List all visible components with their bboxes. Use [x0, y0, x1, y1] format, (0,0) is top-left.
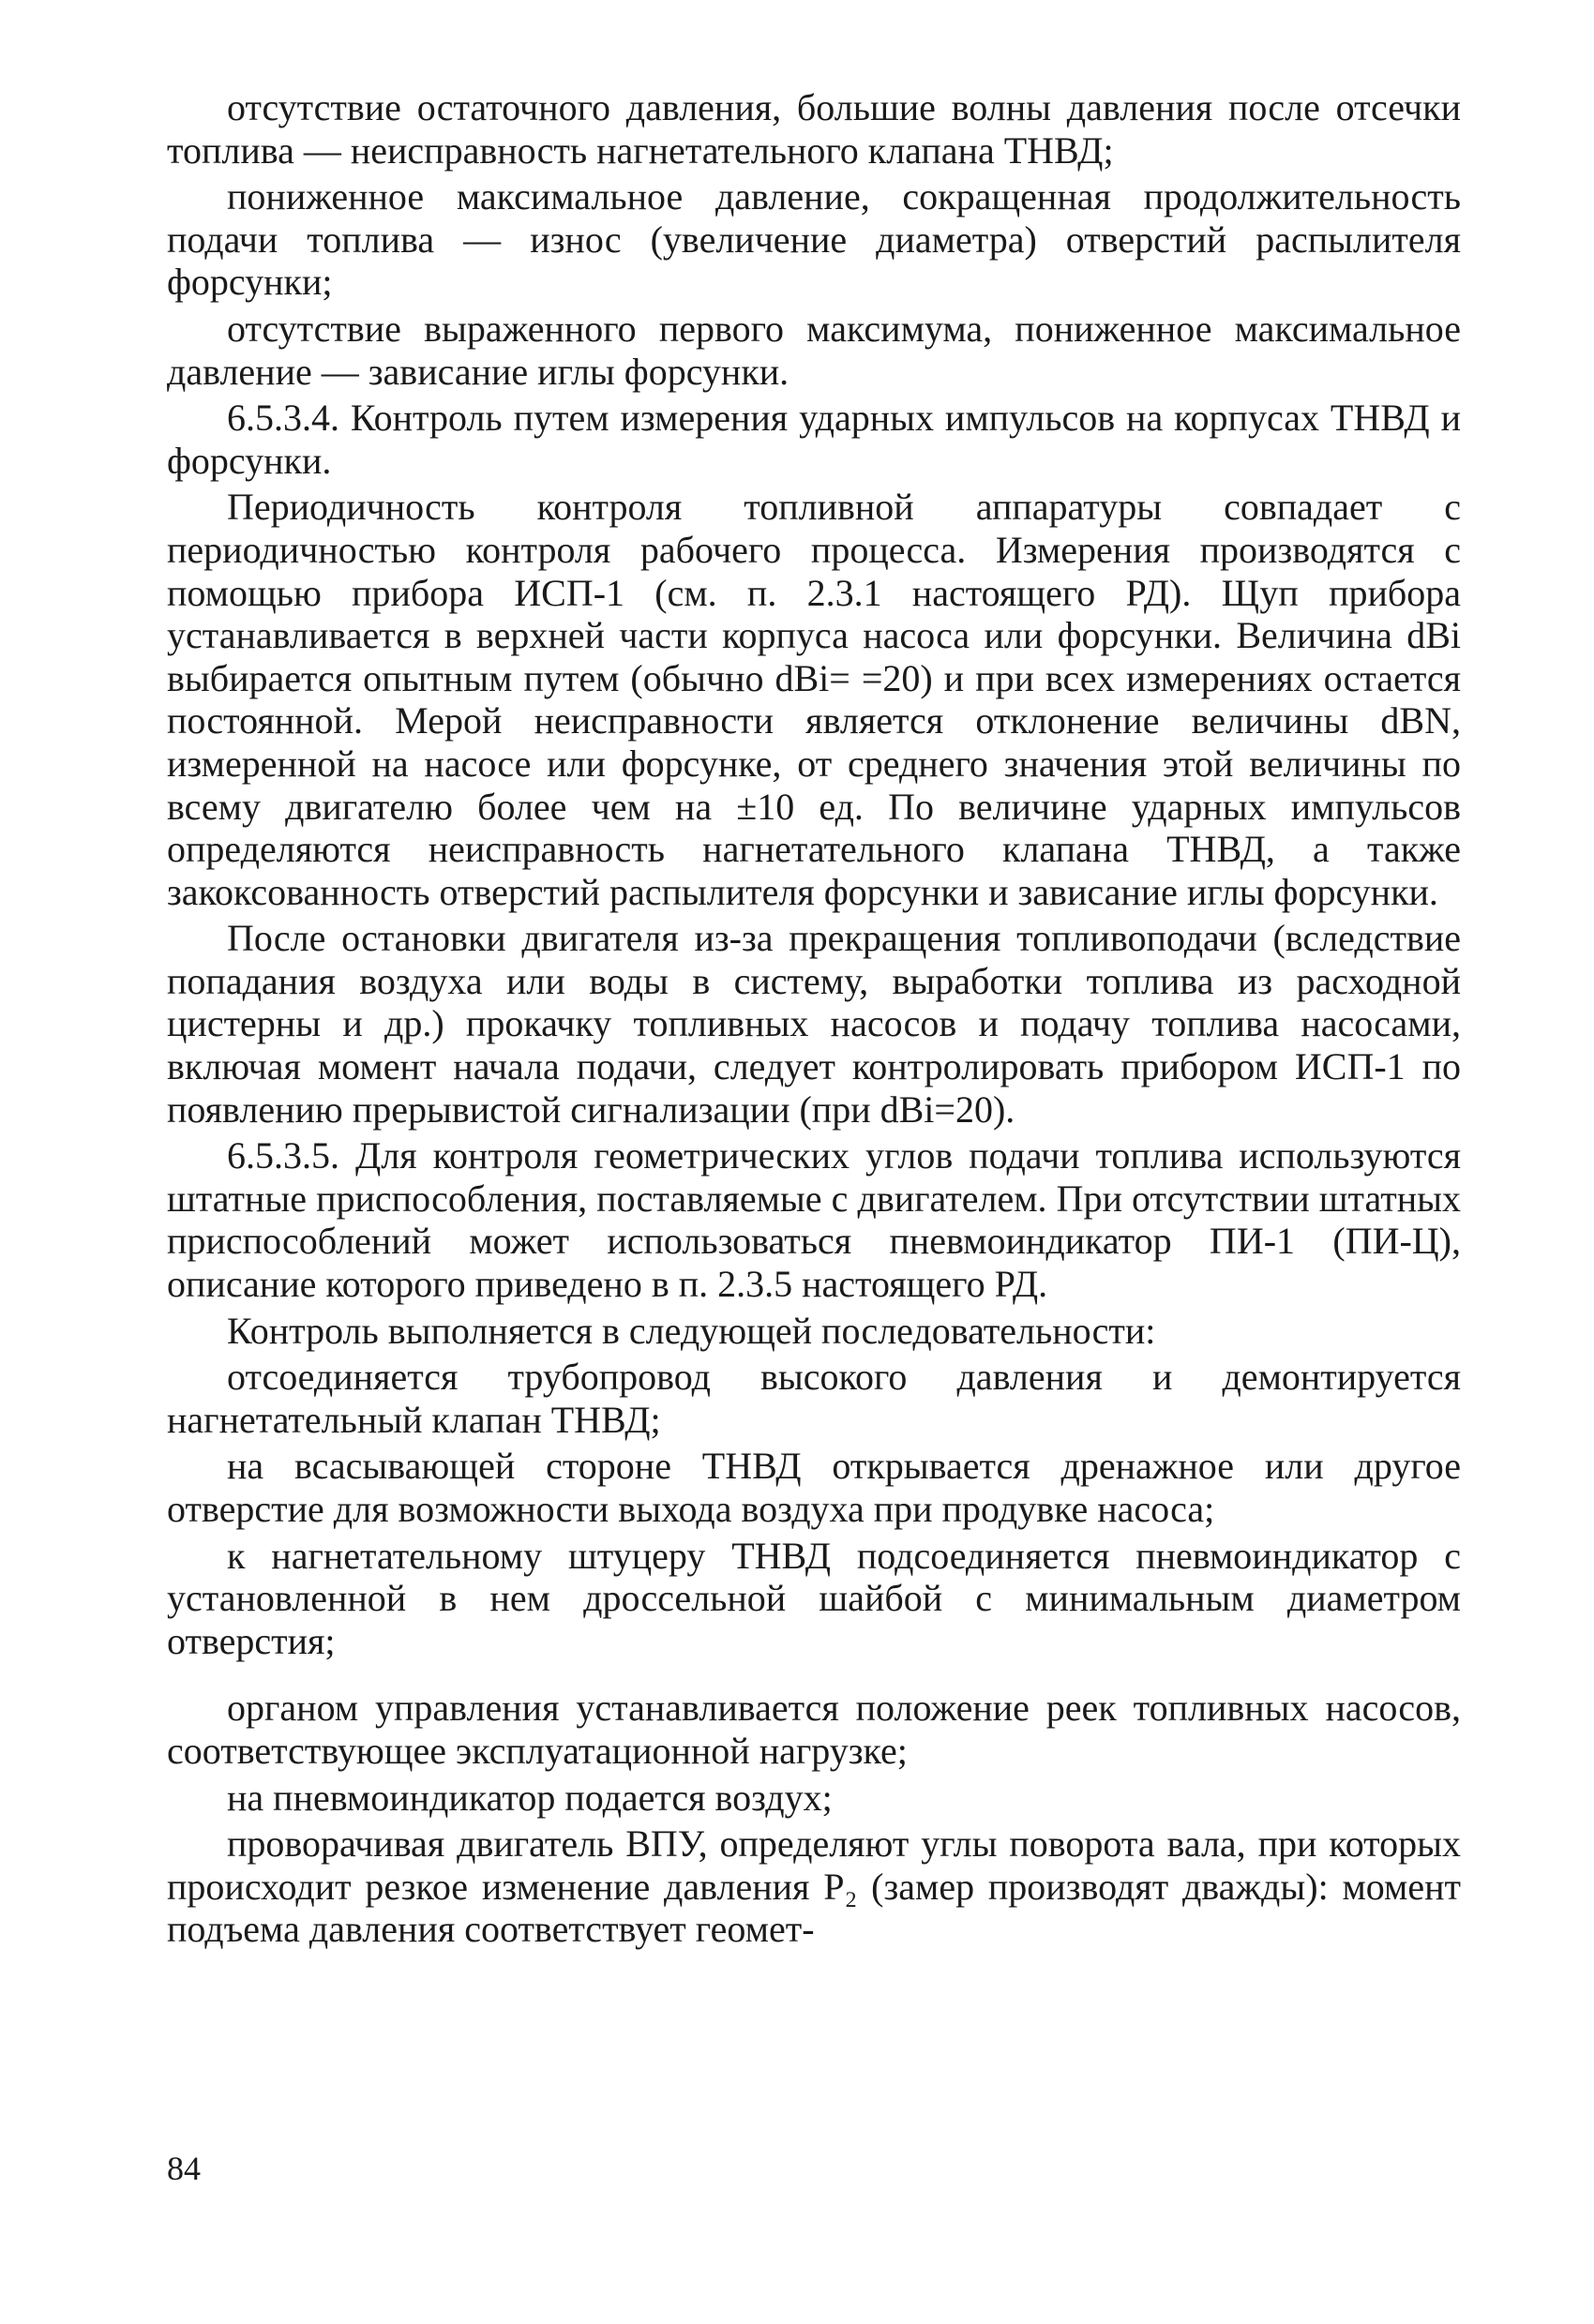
list-item-1: отсоединяется трубопровод высокого давления и демонтируется нагнетательный клапан ТНВД;	[167, 1356, 1461, 1441]
list-item-6: проворачивая двигатель ВПУ, определяют углы поворота вала, при которых происходит резкое изменение давления P₂ (замер производят дважды): момент подъема давления соответствует геомет-	[167, 1822, 1461, 1951]
list-item-4: органом управления устанавливается положение реек топливных насосов, соответствующее эксплуатационной нагрузке;	[167, 1687, 1461, 1772]
section-6-5-3-4-heading: 6.5.3.4. Контроль путем измерения ударных импульсов на корпусах ТНВД и форсунки.	[167, 397, 1461, 482]
paragraph-1: отсутствие остаточного давления, большие волны давления после отсечки топлива — неисправность нагнетательного клапана ТНВД;	[167, 86, 1461, 172]
list-item-3: к нагнетательному штуцеру ТНВД подсоединяется пневмоиндикатор с установленной в нем дроссельной шайбой с минимальным диаметром отверстия;	[167, 1534, 1461, 1662]
paragraph-2: пониженное максимальное давление, сокращенная продолжительность подачи топлива — износ (увеличение диаметра) отверстий распылителя форсунки;	[167, 175, 1461, 304]
paragraph-after-stop: После остановки двигателя из-за прекращения топливоподачи (вследствие попадания воздуха или воды в систему, выработки топлива из расходной цистерны и др.) прокачку топливных насосов и подачу топлива насосами, включая момент начала подачи, следует контролировать прибором ИСП-1 по появлению прерывистой сигнализации (при dBі=20).	[167, 917, 1461, 1131]
list-item-2: на всасывающей стороне ТНВД открывается дренажное или другое отверстие для возможности выхода воздуха при продувке насоса;	[167, 1445, 1461, 1530]
paragraph-sequence-intro: Контроль выполняется в следующей последовательности:	[227, 1309, 1156, 1352]
page-number: 84	[167, 2150, 201, 2187]
paragraph-3: отсутствие выраженного первого максимума, пониженное максимальное давление — зависание иглы форсунки.	[167, 307, 1461, 393]
section-6-5-3-5: 6.5.3.5. Для контроля геометрических углов подачи топлива используются штатные приспособления, поставляемые с двигателем. При отсутствии штатных приспособлений может использоваться пневмоиндикатор ПИ-1 (ПИ-Ц), описание которого приведено в п. 2.3.5 настоящего РД.	[167, 1134, 1461, 1306]
list-item-5: на пневмоиндикатор подается воздух;	[227, 1776, 833, 1819]
paragraph-periodicity: Периодичность контроля топливной аппаратуры совпадает с периодичностью контроля рабочего процесса. Измерения производятся с помощью прибора ИСП-1 (см. п. 2.3.1 настоящего РД). Щуп прибора устанавливается в верхней части корпуса насоса или форсунки. Величина dBі выбирается опытным путем (обычно dBі= =20) и при всех измерениях остается постоянной. Мерой неисправности является отклонение величины dBN, измеренной на насосе или форсунке, от среднего значения этой величины по всему двигателю более чем на ±10 ед. По величине ударных импульсов определяются неисправность нагнетательного клапана ТНВД, а также закоксованность отверстий распылителя форсунки и зависание иглы форсунки.	[167, 486, 1461, 913]
page-body	[167, 86, 1461, 2242]
